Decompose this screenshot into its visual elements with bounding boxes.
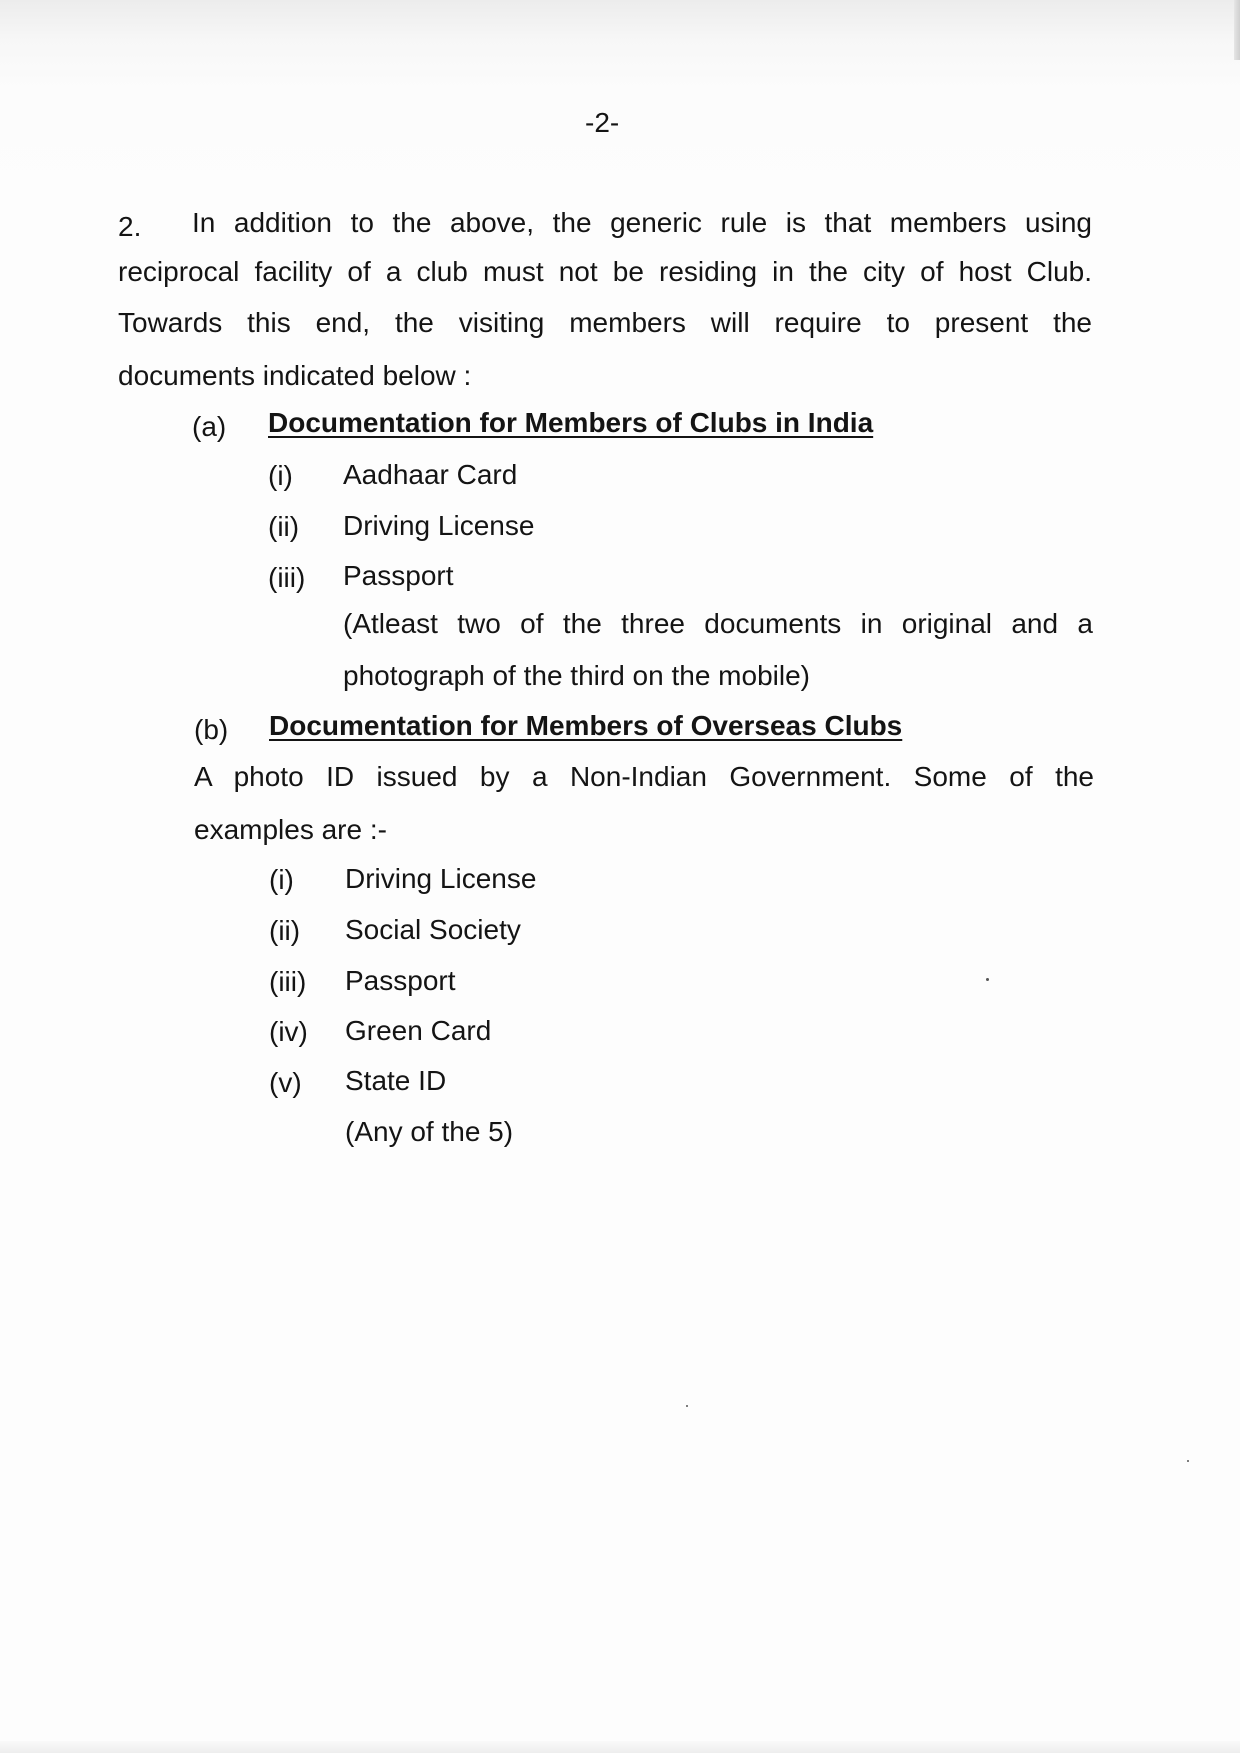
paragraph-line-2: reciprocal facility of a club must not be residing in the city of host Club. (118, 256, 1092, 287)
scan-speck (986, 978, 989, 981)
section-a-item-1-text: Aadhaar Card (343, 459, 518, 490)
scan-speck (1187, 1460, 1189, 1462)
section-b-item-5-num: (v) (269, 1067, 302, 1098)
page-number: -2- (585, 107, 620, 138)
section-b-item-1-num: (i) (269, 864, 294, 895)
section-b-item-1-text: Driving License (345, 863, 537, 894)
section-a-item-3-num: (iii) (268, 562, 306, 593)
paragraph-line-1: In addition to the above, the generic rule is that members using (192, 207, 1092, 238)
section-b-item-4-text: Green Card (345, 1015, 492, 1046)
section-a-label: (a) (192, 411, 227, 442)
section-b-intro-line-1: A photo ID issued by a Non-Indian Government. Some of the (194, 761, 1094, 792)
section-a-heading: Documentation for Members of Clubs in India (268, 407, 874, 438)
section-b-heading: Documentation for Members of Overseas Clubs (269, 710, 903, 741)
section-a-item-1-num: (i) (268, 460, 293, 491)
scan-edge-bottom (0, 1741, 1240, 1753)
paragraph-line-3: Towards this end, the visiting members will require to present the (118, 307, 1092, 338)
section-a-item-2-num: (ii) (268, 511, 300, 542)
section-b-item-4-num: (iv) (269, 1016, 308, 1047)
scan-speck (686, 1405, 688, 1407)
section-b-note: (Any of the 5) (345, 1116, 514, 1147)
section-b-item-2-num: (ii) (269, 915, 301, 946)
scan-edge-right (1234, 0, 1240, 60)
paragraph-line-4: documents indicated below : (118, 360, 472, 391)
section-b-item-3-num: (iii) (269, 966, 307, 997)
section-a-item-3-text: Passport (343, 560, 454, 591)
section-a-item-2-text: Driving License (343, 510, 535, 541)
section-b-intro-line-2: examples are :- (194, 814, 387, 845)
paragraph-number: 2. (118, 211, 142, 242)
section-b-label: (b) (194, 714, 229, 745)
section-b-item-3-text: Passport (345, 965, 456, 996)
section-a-note-line-1: (Atleast two of the three documents in original and a (343, 608, 1093, 639)
section-b-item-5-text: State ID (345, 1065, 447, 1096)
section-a-note-line-2: photograph of the third on the mobile) (343, 660, 810, 691)
section-b-item-2-text: Social Society (345, 914, 521, 945)
